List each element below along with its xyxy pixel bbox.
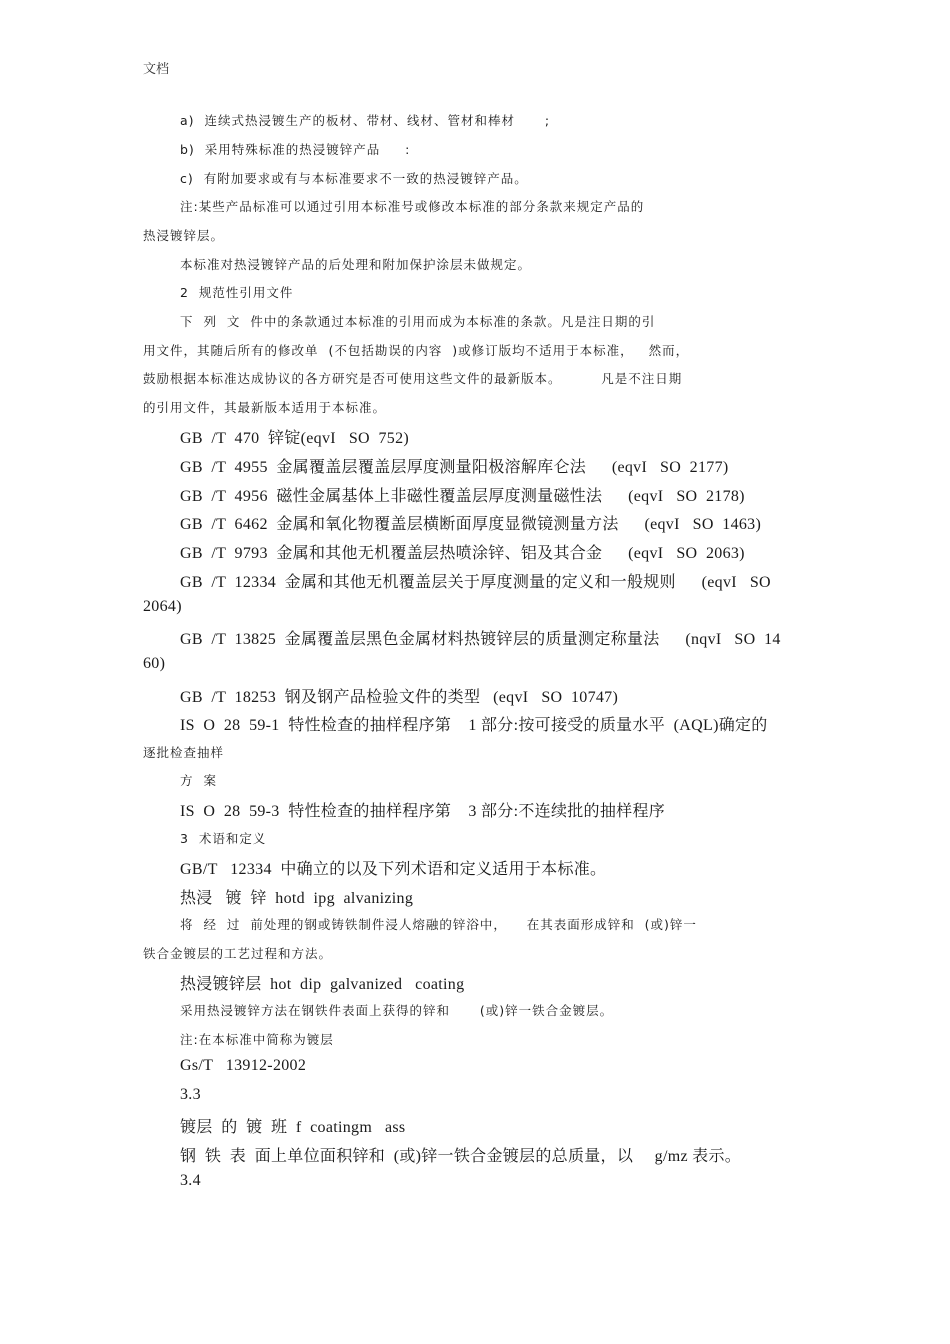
term-heading: 镀层 的 镀 班 f coatingm ass (180, 1119, 406, 1136)
reference-line: IS O 28 59-1 特性检查的抽样程序第 1 部分:按可接受的质量水平 (AQL)确定的 (180, 717, 768, 734)
definition-line: 铁合金镀层的工艺过程和方法。 (143, 946, 333, 961)
reference-line: GB /T 9793 金属和其他无机覆盖层热喷涂锌、铝及其合金 (eqvI SO 2063) (180, 545, 745, 562)
reference-line: GB /T 12334 金属和其他无机覆盖层关于厚度测量的定义和一般规则 (eqvI SO (180, 574, 771, 591)
text-line: 用文件，其随后所有的修改单 (不包括勘误的内容 )或修订版均不适用于本标准， 然而， (143, 343, 690, 358)
standard-number: Gs/T 13912-2002 (180, 1057, 307, 1074)
text-line: c) 有附加要求或有与本标准要求不一致的热浸镀锌产品。 (180, 171, 528, 186)
text-line: 注:某些产品标准可以通过引用本标准号或修改本标准的部分条款来规定产品的 (180, 199, 645, 214)
reference-line: GB /T 4955 金属覆盖层覆盖层厚度测量阳极溶解库仑法 (eqvI SO 2177) (180, 459, 729, 476)
section-heading: 3 术语和定义 (180, 831, 267, 846)
reference-line-continued: 2064) (143, 598, 182, 615)
definition-line: 将 经 过 前处理的钢或铸铁制件浸人熔融的锌浴中， 在其表面形成锌和 (或)锌一 (180, 917, 697, 932)
text-line: GB/T 12334 中确立的以及下列术语和定义适用于本标准。 (180, 861, 607, 878)
reference-line: GB /T 4956 磁性金属基体上非磁性覆盖层厚度测量磁性法 (eqvI SO 2178) (180, 488, 745, 505)
reference-line-continued: 60) (143, 655, 166, 672)
reference-line-continued: 逐批检查抽样 (143, 745, 225, 760)
clause-number: 3.4 (180, 1172, 201, 1189)
reference-line: GB /T 18253 钢及钢产品检验文件的类型 (eqvI SO 10747) (180, 689, 619, 706)
text-line: a) 连续式热浸镀生产的板材、带材、线材、管材和棒材 ; (180, 113, 551, 128)
reference-line-continued: 方 案 (180, 773, 217, 788)
text-line: 热浸镀锌层。 (143, 228, 225, 243)
note-line: 注:在本标准中简称为镀层 (180, 1032, 334, 1047)
text-line: 本标准对热浸镀锌产品的后处理和附加保护涂层未做规定。 (180, 257, 532, 272)
document-header-label: 文档 (143, 62, 170, 77)
section-heading: 2 规范性引用文件 (180, 285, 294, 300)
definition-line: 钢 铁 表 面上单位面积锌和 (或)锌一铁合金镀层的总质量，以 g/mz 表示。 (180, 1148, 742, 1165)
term-heading: 热浸镀锌层 hot dip galvanized coating (180, 976, 465, 993)
text-line: 下 列 文 件中的条款通过本标准的引用而成为本标准的条款。凡是注日期的引 (180, 314, 656, 329)
term-heading: 热浸 镀 锌 hotd ipg alvanizing (180, 890, 414, 907)
text-line: 鼓励根据本标准达成协议的各方研究是否可使用这些文件的最新版本。 凡是不注日期 (143, 371, 683, 386)
reference-line: GB /T 6462 金属和氧化物覆盖层横断面厚度显微镜测量方法 (eqvI SO 1463) (180, 516, 762, 533)
clause-number: 3.3 (180, 1086, 201, 1103)
text-line: 的引用文件，其最新版本适用于本标准。 (143, 400, 387, 415)
reference-line: IS O 28 59-3 特性检查的抽样程序第 3 部分:不连续批的抽样程序 (180, 803, 666, 820)
reference-line: GB /T 470 锌锭(eqvI SO 752) (180, 430, 409, 447)
text-line: b) 采用特殊标准的热浸镀锌产品 : (180, 142, 411, 157)
reference-line: GB /T 13825 金属覆盖层黑色金属材料热镀锌层的质量测定称量法 (nqvI SO 14 (180, 631, 781, 648)
definition-line: 采用热浸镀锌方法在钢铁件表面上获得的锌和 (或)锌一铁合金镀层。 (180, 1003, 614, 1018)
